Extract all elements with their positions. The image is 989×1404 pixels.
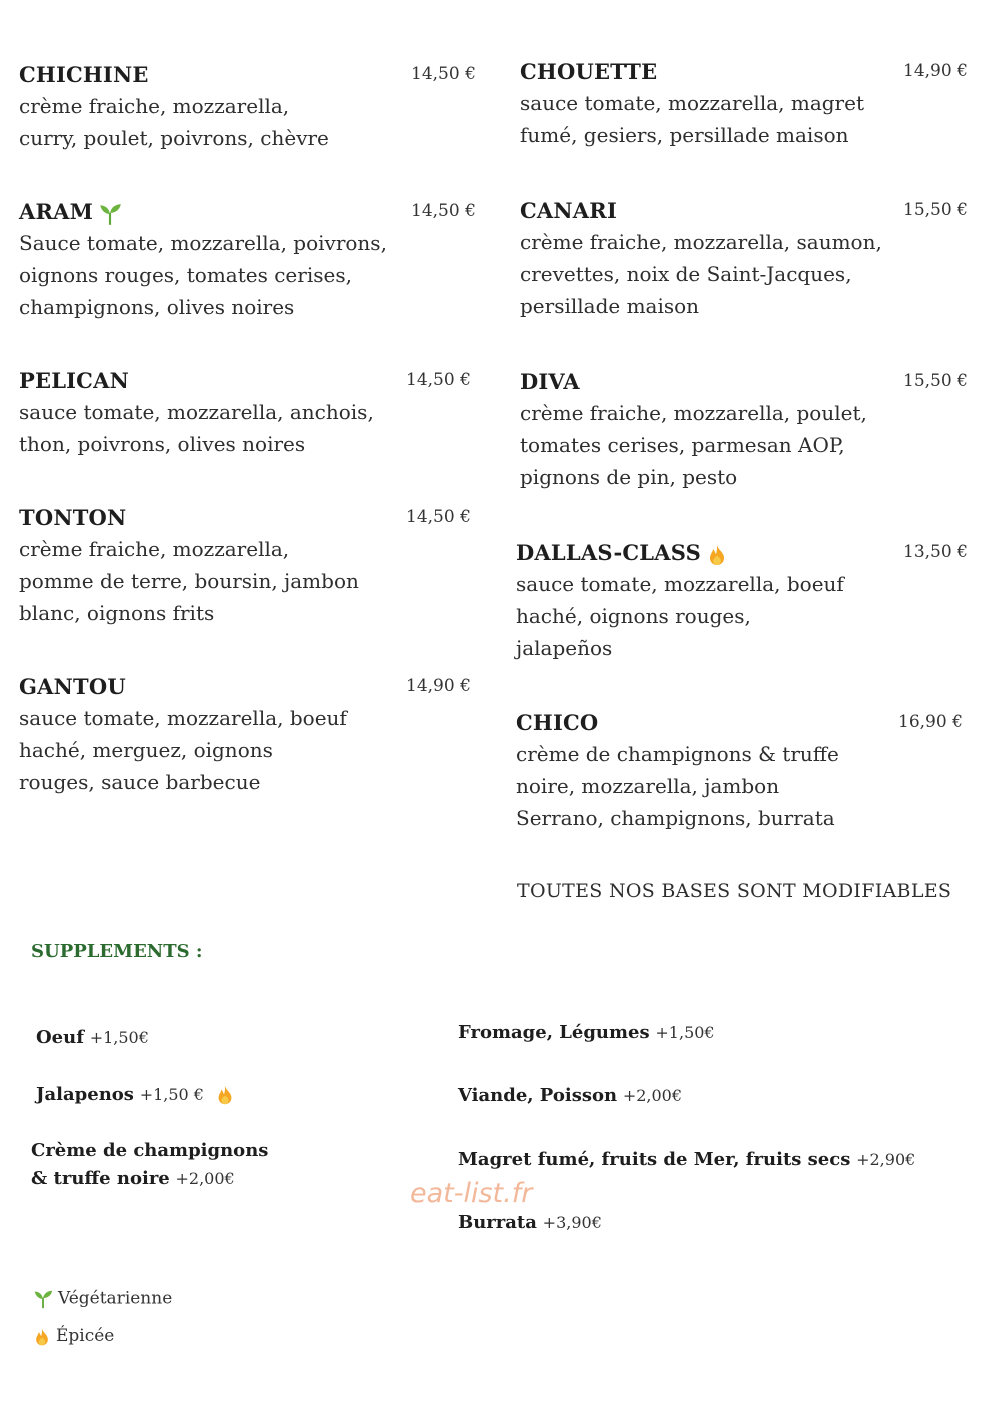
supplement-jalapenos: Jalapenos +1,50 € [36, 1081, 236, 1109]
item-description: sauce tomate, mozzarella, anchois, thon, poivrons, olives noires [19, 400, 374, 456]
item-description: crème fraiche, mozzarella, saumon, crevettes, noix de Saint-Jacques, persillade maison [520, 230, 882, 318]
item-price: 14,50 € [411, 201, 476, 221]
sprout-icon [32, 1288, 54, 1310]
menu-item-chouette [520, 59, 980, 159]
item-description: sauce tomate, mozzarella, boeuf haché, oignons rouges, jalapeños [516, 572, 844, 660]
watermark: eat-list.fr [410, 1178, 533, 1209]
supplements-title: SUPPLEMENTS : [31, 941, 203, 962]
menu-item-pelican [19, 368, 489, 468]
item-price: 14,90 € [903, 61, 968, 81]
item-name: DIVA [520, 369, 580, 394]
item-price: 14,50 € [406, 370, 471, 390]
menu-item-canari [520, 198, 980, 328]
sprout-icon [97, 201, 123, 227]
legend-spicy: Épicée [32, 1326, 114, 1347]
item-description: Sauce tomate, mozzarella, poivrons, oignons rouges, tomates cerises, champignons, olives noires [19, 231, 387, 319]
item-name: CHICHINE [19, 62, 149, 87]
modifiable-bases-note: TOUTES NOS BASES SONT MODIFIABLES [517, 880, 952, 902]
item-name: TONTON [19, 505, 127, 530]
item-name: PELICAN [19, 368, 129, 393]
item-name: DALLAS-CLASS [516, 540, 729, 567]
item-description: crème fraiche, mozzarella, curry, poulet, poivrons, chèvre [19, 94, 329, 150]
menu-item-gantou [19, 674, 489, 804]
fire-icon [705, 543, 729, 567]
item-description: sauce tomate, mozzarella, magret fumé, gesiers, persillade maison [520, 91, 864, 147]
supplement-viande-poisson: Viande, Poisson +2,00€ [458, 1085, 683, 1106]
item-name: ARAM [19, 199, 123, 227]
supplement-fromage-legumes: Fromage, Légumes +1,50€ [458, 1022, 715, 1043]
item-price: 14,50 € [411, 64, 476, 84]
menu-item-diva [520, 369, 980, 499]
menu-item-chico [516, 710, 980, 840]
item-name: CHOUETTE [520, 59, 658, 84]
menu-item-aram [19, 199, 489, 329]
menu-item-tonton [19, 505, 489, 635]
fire-icon [32, 1327, 52, 1347]
supplement-creme-champignons: Crème de champignons & truffe noire +2,00€ [31, 1140, 269, 1189]
supplement-magret: Magret fumé, fruits de Mer, fruits secs +2,90€ [458, 1149, 916, 1170]
supplement-burrata: Burrata +3,90€ [458, 1212, 602, 1233]
item-price: 15,50 € [903, 200, 968, 220]
legend-vegetarian: Végétarienne [32, 1288, 172, 1310]
supplement-oeuf: Oeuf +1,50€ [36, 1027, 149, 1048]
item-description: crème fraiche, mozzarella, poulet, tomates cerises, parmesan AOP, pignons de pin, pesto [520, 401, 867, 489]
fire-icon [214, 1084, 236, 1106]
item-name: CANARI [520, 198, 617, 223]
menu-item-chichine [19, 62, 489, 162]
item-price: 14,50 € [406, 507, 471, 527]
item-price: 14,90 € [406, 676, 471, 696]
item-description: sauce tomate, mozzarella, boeuf haché, merguez, oignons rouges, sauce barbecue [19, 706, 347, 794]
menu-item-dallas-class [516, 540, 980, 670]
item-name: CHICO [516, 710, 599, 735]
item-price: 13,50 € [903, 542, 968, 562]
item-name: GANTOU [19, 674, 126, 699]
item-description: crème de champignons & truffe noire, mozzarella, jambon Serrano, champignons, burrata [516, 742, 839, 830]
item-price: 15,50 € [903, 371, 968, 391]
item-price: 16,90 € [898, 712, 963, 732]
item-description: crème fraiche, mozzarella, pomme de terre, boursin, jambon blanc, oignons frits [19, 537, 359, 625]
